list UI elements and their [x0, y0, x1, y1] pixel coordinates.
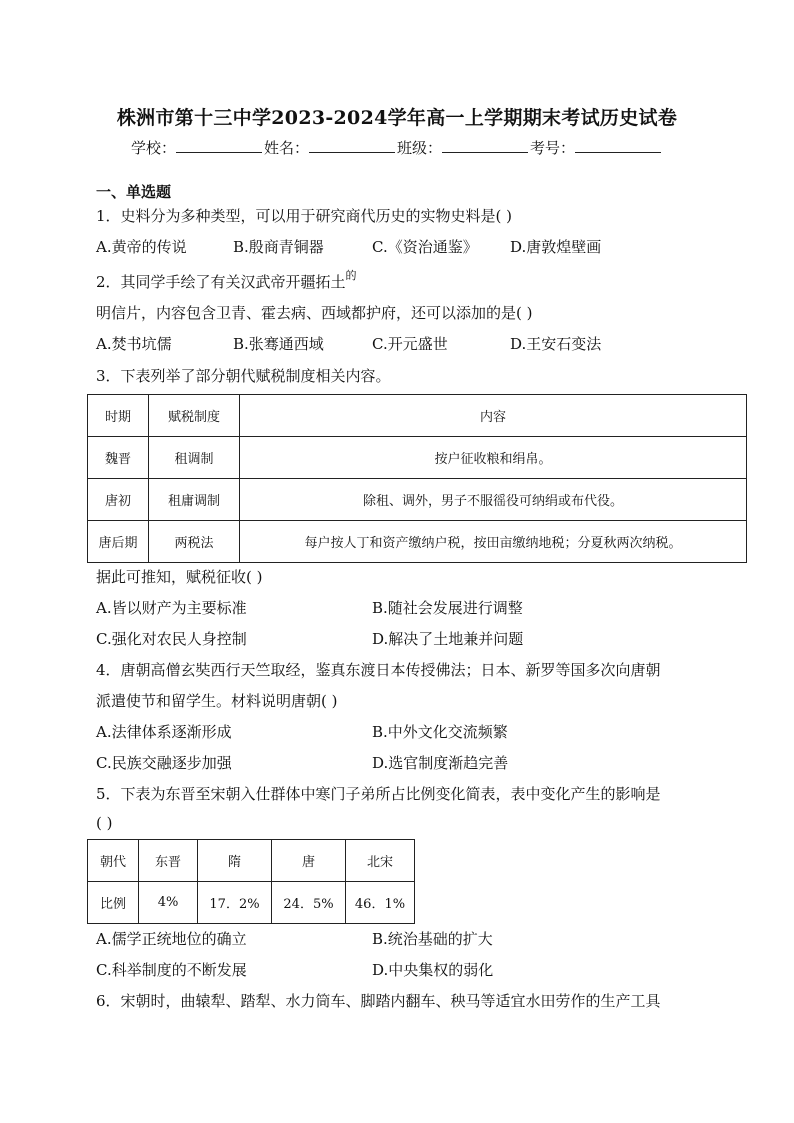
- table-cell: 唐后期: [88, 521, 149, 563]
- q1-stem: 1．史料分为多种类型，可以用于研究商代历史的实物史料是( ): [96, 207, 513, 225]
- q4-option-a[interactable]: A.法律体系逐渐形成: [96, 723, 232, 741]
- q4-stem-line2: 派遣使节和留学生。材料说明唐朝( ): [96, 692, 338, 710]
- q1-option-b[interactable]: B.殷商青铜器: [233, 238, 324, 256]
- table-header-cell: 北宋: [346, 840, 415, 882]
- table-cell: 唐初: [88, 479, 149, 521]
- table-cell: 4%: [139, 882, 198, 924]
- table-header-cell: 唐: [272, 840, 346, 882]
- table-cell: 租庸调制: [149, 479, 240, 521]
- table-row: [88, 437, 747, 479]
- q5-stem-line1: 5．下表为东晋至宋朝入仕群体中寒门子弟所占比例变化简表，表中变化产生的影响是: [96, 785, 661, 803]
- q3-tax-table: [87, 394, 747, 563]
- q2-stem-text: 2．其同学手绘了有关汉武帝开疆拓土: [96, 273, 346, 291]
- table-header-cell: 内容: [240, 395, 747, 437]
- table-cell: 除租、调外，男子不服徭役可纳绢或布代役。: [240, 479, 747, 521]
- table-cell: 17．2%: [198, 882, 272, 924]
- student-info: [0, 137, 794, 158]
- table-cell: 按户征收粮和绢帛。: [240, 437, 747, 479]
- name-label: 姓名：: [263, 139, 309, 157]
- table-header-row: [88, 840, 415, 882]
- q3-after-text: 据此可推知，赋税征收( ): [96, 568, 263, 586]
- number-blank[interactable]: [575, 138, 661, 153]
- table-header-cell: 隋: [198, 840, 272, 882]
- name-blank[interactable]: [309, 138, 395, 153]
- table-cell: 比例: [88, 882, 139, 924]
- q4-option-d[interactable]: D.选官制度渐趋完善: [372, 754, 509, 772]
- q2-stem-line2: 明信片，内容包含卫青、霍去病、西域都护府，还可以添加的是( ): [96, 304, 533, 322]
- table-cell: 每户按人丁和资产缴纳户税，按田亩缴纳地税；分夏秋两次纳税。: [240, 521, 747, 563]
- table-header-cell: 朝代: [88, 840, 139, 882]
- q5-option-c[interactable]: C.科举制度的不断发展: [96, 961, 247, 979]
- q5-stem-line2: ( ): [96, 814, 113, 832]
- class-blank[interactable]: [442, 138, 528, 153]
- table-cell: 魏晋: [88, 437, 149, 479]
- q3-option-d[interactable]: D.解决了土地兼并问题: [372, 630, 524, 648]
- section-heading: 一、单选题: [96, 183, 172, 201]
- q4-option-c[interactable]: C.民族交融逐步加强: [96, 754, 232, 772]
- table-cell: 租调制: [149, 437, 240, 479]
- q5-option-a[interactable]: A.儒学正统地位的确立: [96, 930, 247, 948]
- q2-stem-line1: [96, 271, 357, 292]
- q5-option-b[interactable]: B.统治基础的扩大: [372, 930, 493, 948]
- q1-option-d[interactable]: D.唐敦煌壁画: [510, 238, 602, 256]
- table-header-row: [88, 395, 747, 437]
- table-cell: 两税法: [149, 521, 240, 563]
- table-row: [88, 521, 747, 563]
- table-header-cell: 时期: [88, 395, 149, 437]
- table-header-cell: 赋税制度: [149, 395, 240, 437]
- q1-option-c[interactable]: C.《资治通鉴》: [372, 238, 478, 256]
- page-title: 株洲市第十三中学2023-2024学年高一上学期期末考试历史试卷: [116, 107, 678, 129]
- q3-option-a[interactable]: A.皆以财产为主要标准: [96, 599, 247, 617]
- q2-option-d[interactable]: D.王安石变法: [510, 335, 602, 353]
- q2-option-a[interactable]: A.焚书坑儒: [96, 335, 172, 353]
- q2-option-b[interactable]: B.张骞通西域: [233, 335, 324, 353]
- q4-stem-line1: 4．唐朝高僧玄奘西行天竺取经，鉴真东渡日本传授佛法；日本、新罗等国多次向唐朝: [96, 661, 661, 679]
- school-label: 学校：: [130, 139, 176, 157]
- q6-stem: 6．宋朝时，曲辕犁、踏犁、水力筒车、脚踏内翻车、秧马等适宜水田劳作的生产工具: [96, 992, 661, 1010]
- q3-option-b[interactable]: B.随社会发展进行调整: [372, 599, 523, 617]
- table-row: [88, 479, 747, 521]
- q5-ratio-table: [87, 839, 415, 924]
- class-label: 班级：: [397, 139, 443, 157]
- q5-option-d[interactable]: D.中央集权的弱化: [372, 961, 494, 979]
- q3-stem: 3．下表列举了部分朝代赋税制度相关内容。: [96, 367, 391, 385]
- table-cell: 46．1%: [346, 882, 415, 924]
- table-header-cell: 东晋: [139, 840, 198, 882]
- q1-option-a[interactable]: A.黄帝的传说: [96, 238, 187, 256]
- q4-option-b[interactable]: B.中外文化交流频繁: [372, 723, 508, 741]
- table-row: [88, 882, 415, 924]
- school-blank[interactable]: [176, 138, 262, 153]
- table-cell: 24．5%: [272, 882, 346, 924]
- q2-stem-superscript: 的: [345, 269, 357, 282]
- number-label: 考号：: [530, 139, 576, 157]
- q2-option-c[interactable]: C.开元盛世: [372, 335, 448, 353]
- q3-option-c[interactable]: C.强化对农民人身控制: [96, 630, 247, 648]
